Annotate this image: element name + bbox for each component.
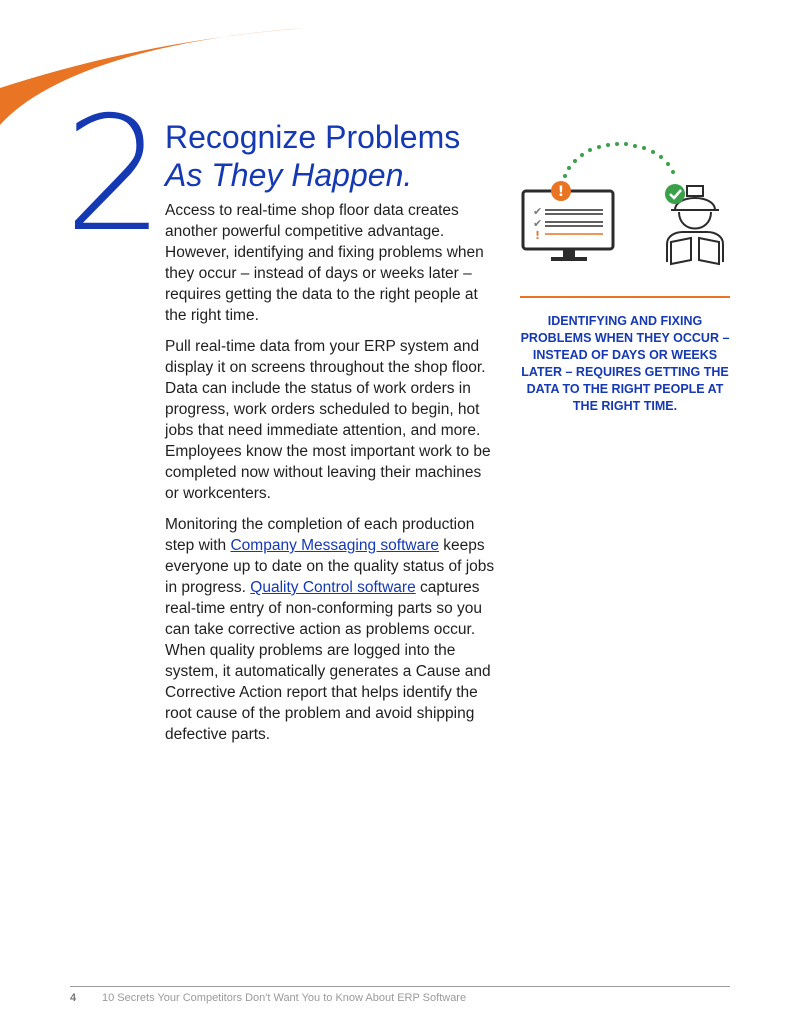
paragraph-1: Access to real-time shop floor data creates another powerful competitive advantage. However, identifying and fixing problems when they occur – instead of days or weeks later – requires getting the data to the right people at the right time.: [165, 202, 484, 324]
dotted-arc-icon: [563, 142, 675, 178]
paragraph-2: Pull real-time data from your ERP system and display it on screens throughout the shop floor. Data can include the status of work orders in progress, work orders scheduled to begin, hot jobs that need immediate attention, and more. Employees know the most important work to be completed now without leaving their machines or workcenters.: [165, 338, 491, 502]
page-number: 4: [70, 992, 77, 1004]
quality-control-link[interactable]: Quality Control software: [250, 579, 416, 596]
paragraph-3: [165, 514, 495, 745]
paragraph-3-text-b: keeps everyone up to date on the quality status of jobs in progress.: [165, 537, 495, 596]
section-title: [165, 118, 460, 194]
paragraph-3-text-a: Monitoring the completion of each production step with: [165, 516, 475, 554]
paragraph-3-text-c: captures real-time entry of non-conforming parts so you can take corrective action as problems occur. When quality problems are logged into the system, it automatically generates a Cause and Corrective Action report that helps identify the root cause of the problem and avoid shipping defective parts.: [165, 579, 491, 743]
svg-text:✔: ✔: [533, 205, 543, 218]
worker-check-icon: [665, 184, 723, 264]
section-number: 2: [64, 83, 165, 267]
pull-quote: IDENTIFYING AND FIXING PROBLEMS WHEN THEY OCCUR – INSTEAD OF DAYS OR WEEKS LATER – REQUIRES GETTING THE DATA TO THE RIGHT PEOPLE AT THE RIGHT TIME.: [520, 314, 730, 413]
footer-divider: [70, 986, 730, 987]
body-text: [165, 200, 495, 755]
svg-text:✔: ✔: [533, 217, 543, 230]
svg-text:!: !: [557, 184, 565, 200]
title-line-2: As They Happen.: [165, 157, 413, 193]
title-line-1: Recognize Problems: [165, 119, 461, 155]
svg-text:!: !: [535, 229, 541, 242]
monitor-alert-icon: [523, 181, 613, 261]
company-messaging-link[interactable]: Company Messaging software: [230, 537, 439, 554]
illustration: [515, 136, 740, 271]
callout-divider: [520, 296, 730, 298]
footer-document-title: 10 Secrets Your Competitors Don't Want You to Know About ERP Software: [102, 992, 467, 1004]
